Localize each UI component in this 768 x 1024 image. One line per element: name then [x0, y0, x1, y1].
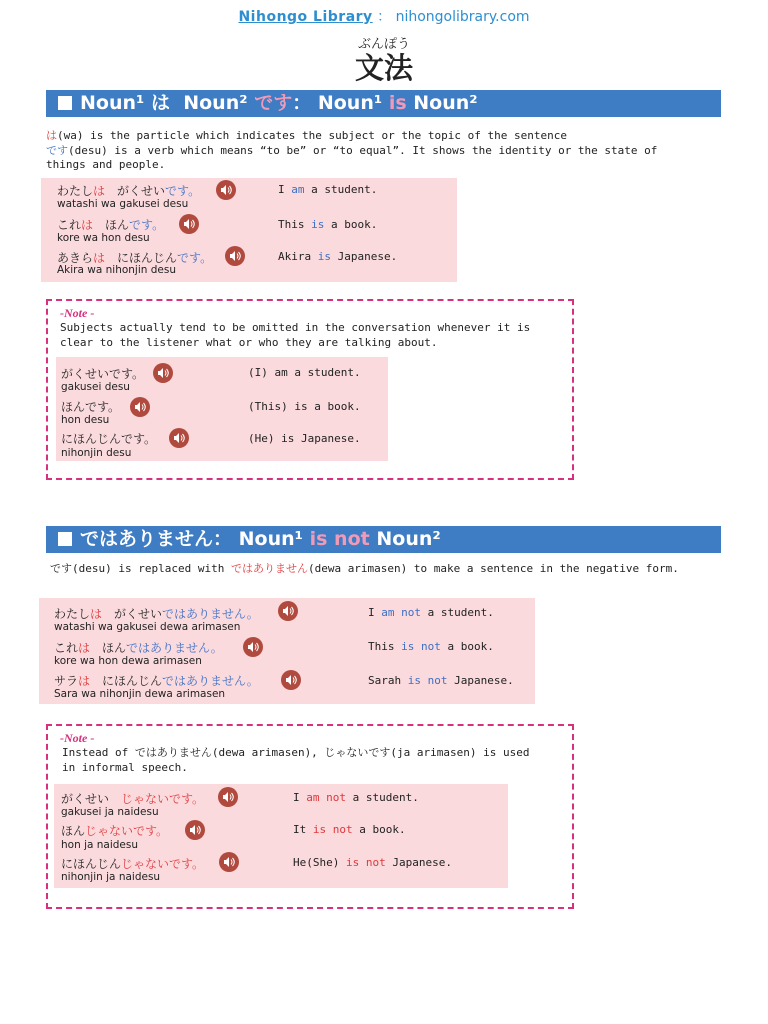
- example-en: Sarah is not Japanese.: [368, 674, 514, 687]
- speaker-icon[interactable]: [130, 397, 150, 417]
- title-furigana: ぶんぽう: [357, 37, 410, 52]
- speaker-icon[interactable]: [218, 787, 238, 807]
- speaker-icon[interactable]: [153, 363, 173, 383]
- note-example-en: It is not a book.: [293, 823, 406, 836]
- example-romaji: Akira wa nihonjin desu: [57, 264, 177, 276]
- note-label: -Note -: [60, 306, 95, 320]
- example-romaji: Sara wa nihonjin dewa arimasen: [54, 688, 226, 700]
- note-text: Instead of ではありません(dewa arimasen), じゃないです(ja arimasen) is used in informal speech.: [62, 746, 530, 774]
- note-example-jp: にほんじんじゃないです。: [61, 857, 205, 871]
- note-example-en: (He) is Japanese.: [248, 432, 361, 445]
- example-en: I am not a student.: [368, 606, 494, 619]
- square-bullet-icon: [58, 96, 72, 110]
- note-example-jp: がくせい じゃないです。: [61, 792, 205, 806]
- example-en: This is not a book.: [368, 640, 494, 653]
- example-romaji: kore wa hon desu: [57, 232, 150, 244]
- speaker-icon[interactable]: [278, 601, 298, 621]
- note-example-jp: ほんです。: [61, 400, 121, 414]
- speaker-icon[interactable]: [185, 820, 205, 840]
- note-example-romaji: nihonjin ja naidesu: [61, 871, 161, 883]
- site-header: [0, 6, 768, 26]
- square-bullet-icon: [58, 532, 72, 546]
- site-url[interactable]: nihongolibrary.com: [395, 9, 530, 25]
- note-example-romaji: gakusei desu: [61, 381, 130, 393]
- example-jp: サラは にほんじんではありません。: [54, 674, 259, 688]
- note-example-romaji: hon desu: [61, 414, 110, 426]
- section2-heading: ではありません： Noun¹ is not Noun²: [46, 526, 721, 553]
- note-label: -Note -: [60, 731, 95, 745]
- example-en: I am a student.: [278, 183, 378, 196]
- note-example-en: (This) is a book.: [248, 400, 361, 413]
- note-example-en: I am not a student.: [293, 791, 419, 804]
- example-jp: これは ほんではありません。: [54, 641, 223, 655]
- example-en: This is a book.: [278, 218, 378, 231]
- header-separator: ：: [377, 9, 392, 25]
- example-jp: あきらは にほんじんです。: [57, 251, 213, 265]
- example-jp: これは ほんです。: [57, 218, 165, 232]
- note-example-en: (I) am a student.: [248, 366, 361, 379]
- desc-line: things and people.: [46, 158, 166, 171]
- example-romaji: kore wa hon dewa arimasen: [54, 655, 202, 667]
- speaker-icon[interactable]: [169, 428, 189, 448]
- desc-line: です(desu) is a verb which means “to be” or “to equal”. It shows the identity or the state of: [46, 143, 658, 157]
- note-example-jp: ほんじゃないです。: [61, 824, 169, 838]
- speaker-icon[interactable]: [216, 180, 236, 200]
- speaker-icon[interactable]: [179, 214, 199, 234]
- speaker-icon[interactable]: [219, 852, 239, 872]
- note-example-en: He(She) is not Japanese.: [293, 856, 452, 869]
- note-example-jp: にほんじんです。: [61, 432, 157, 446]
- speaker-icon[interactable]: [225, 246, 245, 266]
- note-example-romaji: gakusei ja naidesu: [61, 806, 159, 818]
- note-example-romaji: nihonjin desu: [61, 447, 132, 459]
- example-romaji: watashi wa gakusei desu: [57, 198, 189, 210]
- site-link[interactable]: Nihongo Library: [238, 9, 373, 25]
- example-jp: わたしは がくせいです。: [57, 184, 201, 198]
- page-title: 文法: [354, 51, 413, 85]
- example-romaji: watashi wa gakusei dewa arimasen: [54, 621, 241, 633]
- speaker-icon[interactable]: [243, 637, 263, 657]
- note-example-jp: がくせいです。: [61, 367, 145, 381]
- desc-line: は(wa) is the particle which indicates the subject or the topic of the sentence: [46, 129, 567, 142]
- section1-heading: Noun¹ は Noun² です： Noun¹ is Noun²: [46, 90, 721, 117]
- section2-description: です(desu) is replaced with ではありません(dewa arimasen) to make a sentence in the negative form.: [50, 562, 679, 575]
- note-text: Subjects actually tend to be omitted in the conversation whenever it is clear to the listener what or who they are talking about.: [60, 321, 531, 349]
- speaker-icon[interactable]: [281, 670, 301, 690]
- section1-description: [46, 129, 726, 173]
- note-example-romaji: hon ja naidesu: [61, 839, 139, 851]
- example-en: Akira is Japanese.: [278, 250, 398, 263]
- example-jp: わたしは がくせいではありません。: [54, 607, 259, 621]
